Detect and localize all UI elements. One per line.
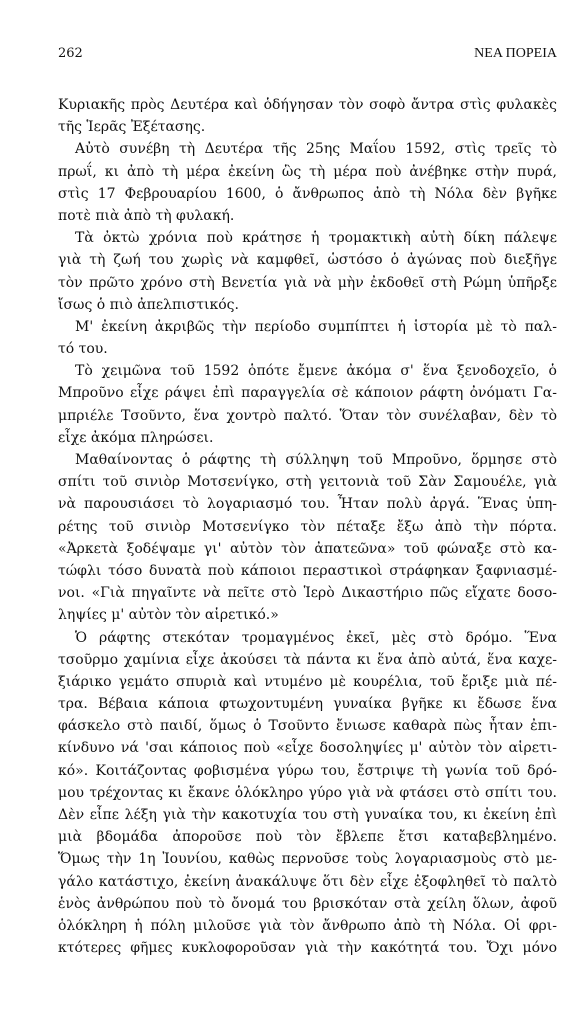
text-line: ρέτης τοῦ σινιὸρ Μοτσενίγκο τὸν πέταξε ἔξω ἀπὸ τὴν πόρτα. [58,518,557,535]
text-line: γιὰ τὴ ζωή του χωρὶς νὰ καμφθεῖ, ὡστόσο ὁ ἀγώνας ποὺ διεξῆγε [58,252,557,269]
text-line: φάσκελο στὸ παιδί, ὅμως ὁ Τσοῦντο ἔνιωσε καθαρὰ πὼς ἦταν ἐπι- [58,718,557,735]
text-line: Μαθαίνοντας ὁ ράφτης τὴ σύλληψη τοῦ Μπροῦνο, ὅρμησε στὸ [75,452,557,468]
text-line: κίνδυνο νά 'σαι κάποιος ποὺ «εἶχε δοσοληψίες μ' αὐτὸν τὸν αἱρετι- [58,740,557,757]
text-line: Τὰ ὀκτὼ χρόνια ποὺ κράτησε ἡ τρομακτικὴ αὐτὴ δίκη πάλεψε [75,230,557,247]
text-line: τώφλι τόσο δυνατὰ ποὺ κάποιοι περαστικοὶ στράφηκαν ξαφνιασμέ- [58,562,557,579]
text-line: στὶς 17 Φεβρουαρίου 1600, ὁ ἄνθρωπος ἀπὸ τὴ Νόλα δὲν βγῆκε [58,185,557,202]
body-text [58,94,557,959]
text-line: κό». Κοιτάζοντας φοβισμένα γύρω του, ἔστριψε τὴ γωνία τοῦ δρό- [58,762,557,779]
text-line: Κυριακῆς πρὸς Δευτέρα καὶ ὁδήγησαν τὸν σοφὸ ἄντρα στὶς φυλακὲς [58,97,557,113]
text-line: Δὲν εἶπε λέξη γιὰ τὴν κακοτυχία του στὴ γυναίκα του, κι ἐκείνη ἐπὶ [58,807,557,823]
text-line: ἑνὸς ἀνθρώπου ποὺ τὸ ὄνομά του βρισκόταν στὰ χείλη ὅλων, ἀφοῦ [58,895,557,912]
text-line: σπίτι τοῦ σινιὸρ Μοτσενίγκο, στὴ γειτονιὰ τοῦ Σὰν Σαμουέλε, γιὰ [58,474,557,491]
text-line: Αὐτὸ συνέβη τὴ Δευτέρα τῆς 25ης Μαΐου 1592, στὶς τρεῖς τὸ [75,141,557,158]
text-line: τσοῦρμο χαμίνια εἶχε ἀκούσει τὰ πάντα κι ἕνα ἀπὸ αὐτά, ἕνα καχε- [58,651,557,668]
text-line: τὸν πρῶτο χρόνο στὴ Βενετία γιὰ νὰ μὴν ἐκδοθεῖ στὴ Ρώμη ὑπῆρξε [58,274,557,291]
text-line: ληψίες μ' αὐτὸν τὸν αἱρετικό.» [58,607,279,624]
text-line: πρωΐ, κι ἀπὸ τὴ μέρα ἐκείνη ὣς τὴ μέρα ποὺ ἀνέβηκε στὴν πυρά, [58,163,557,180]
text-line: τό του. [58,341,108,358]
text-line: νοι. «Γιὰ πηγαῖντε νὰ πεῖτε στὸ Ἱερὸ Δικαστήριο πῶς εἴχατε δοσο- [58,585,557,602]
text-line: ποτὲ πιὰ ἀπὸ τὴ φυλακή. [58,207,235,224]
text-line: Μπροῦνο εἶχε ράψει ἐπὶ παραγγελία σὲ κάποιον ράφτη ὀνόματι Γα- [58,385,557,402]
page-header [58,44,557,64]
text-line: μπριέλε Τσοῦντο, ἕνα χοντρὸ παλτό. Ὅταν τὸν συνέλαβαν, δὲν τὸ [58,407,557,424]
text-line: Μ' ἐκείνη ἀκριβῶς τὴν περίοδο συμπίπτει ἡ ἱστορία μὲ τὸ παλ- [75,318,557,335]
text-line: κτότερες φῆμες κυκλοφοροῦσαν γιὰ τὴν κακότητά του. Ὄχι μόνο [58,940,557,957]
text-line: τῆς Ἱερᾶς Ἐξέτασης. [58,119,206,136]
text-line: Ὅμως τὴν 1η Ἰουνίου, καθὼς περνοῦσε τοὺς λογαριασμοὺς στὸ με- [58,851,557,868]
text-line: εἶχε ἀκόμα πληρώσει. [58,429,214,446]
text-line: ξιάρικο γεμάτο σπυριὰ καὶ ντυμένο μὲ κουρέλια, τοῦ ἔριξε μιὰ πέ- [58,673,557,690]
text-line: νὰ παρουσιάσει τὸ λογαριασμό του. Ἦταν πολὺ ἀργά. Ἕνας ὑπη- [58,496,557,513]
text-line: Ὁ ράφτης στεκόταν τρομαγμένος ἐκεῖ, μὲς στὸ δρόμο. Ἕνα [75,629,557,646]
text-line: μιὰ βδομάδα ἀποροῦσε ποὺ τὸν ἔβλεπε ἔτσι καταβεβλημένο. [58,829,557,846]
running-head: ΝΕΑ ΠΟΡΕΙΑ [474,46,557,61]
text-line: ἴσως ὁ πιὸ ἀπελπιστικός. [58,296,239,313]
text-line: μου τρέχοντας κι ἔκανε ὁλόκληρο γύρο γιὰ νὰ φτάσει στὸ σπίτι του. [58,784,557,801]
text-line: γάλο κατάστιχο, ἐκείνη ἀνακάλυψε ὅτι δὲν εἶχε ἐξοφληθεῖ τὸ παλτὸ [58,873,557,890]
page-number: 262 [58,46,83,61]
text-line: ὁλόκληρη ἡ πόλη μιλοῦσε γιὰ τὸν ἄνθρωπο ἀπὸ τὴ Νόλα. Οἱ φρι- [58,917,557,934]
text-line: «Ἀρκετὰ ξοδέψαμε γι' αὐτὸν τὸν ἀπατεῶνα» τοῦ φώναξε στὸ κα- [58,540,557,557]
text-line: τρα. Βέβαια κάποια φτωχοντυμένη γυναίκα βγῆκε κι ἔδωσε ἕνα [58,696,557,713]
text-line: Τὸ χειμῶνα τοῦ 1592 ὁπότε ἔμενε ἀκόμα σ' ἕνα ξενοδοχεῖο, ὁ [75,363,557,380]
